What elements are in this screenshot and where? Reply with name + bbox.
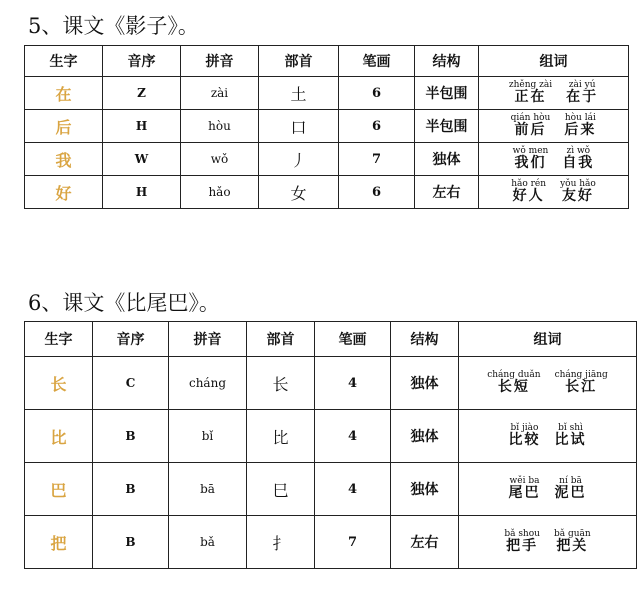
char-cell: 把 [25,516,93,569]
word-item [509,81,552,105]
word-pinyin: bǐ shì [558,422,583,433]
structure-cell: 独体 [415,143,479,176]
seq-cell: H [103,110,181,143]
seq-cell: Z [103,77,181,110]
word-item [555,477,587,501]
word-pinyin: bǎ shou [504,528,540,539]
strokes-cell: 7 [315,516,391,569]
strokes-cell: 6 [339,110,415,143]
seq-cell: C [93,357,169,410]
word-item [511,180,546,204]
header-words: 组词 [479,46,629,77]
word-item [511,114,551,138]
pinyin-cell: hòu [181,110,259,143]
word-characters: 正在 [514,89,547,106]
word-pinyin: hǎo rén [511,178,547,189]
word-item [555,371,608,395]
words-cell [459,357,637,410]
words-cell [479,143,629,176]
word-characters: 我们 [514,155,547,172]
word-pinyin: qián hòu [510,112,551,123]
word-pinyin: bǎ guān [553,528,591,539]
word-item [509,477,541,501]
header-radical: 部首 [259,46,339,77]
word-item [513,147,549,171]
strokes-cell: 7 [339,143,415,176]
pinyin-cell: cháng [169,357,247,410]
lesson6-table [24,321,637,569]
header-char: 生字 [25,322,93,357]
header-structure: 结构 [415,46,479,77]
strokes-cell: 4 [315,410,391,463]
word-pinyin: cháng duǎn [487,369,541,380]
word-item [554,530,591,554]
word-characters: 后来 [564,122,597,139]
header-pinyin: 拼音 [181,46,259,77]
structure-cell: 独体 [391,357,459,410]
word-characters: 自我 [562,155,595,172]
word-characters: 比试 [554,432,587,449]
seq-cell: B [93,516,169,569]
lesson6-title: 6、课文《比尾巴》。 [28,291,220,315]
word-characters: 好人 [512,188,545,205]
header-strokes: 笔画 [339,46,415,77]
table-row [25,77,629,110]
pinyin-cell: bǐ [169,410,247,463]
word-pinyin: bǐ jiào [510,422,539,433]
word-characters: 在于 [566,89,599,106]
word-item [509,424,541,448]
word-characters: 长短 [497,379,530,396]
lesson5-title: 5、课文《影子》。 [28,14,199,38]
word-item [566,81,598,105]
header-pinyin: 拼音 [169,322,247,357]
char-cell: 巴 [25,463,93,516]
char-cell: 在 [25,77,103,110]
word-characters: 泥巴 [554,485,587,502]
char-cell: 比 [25,410,93,463]
char-cell: 好 [25,176,103,209]
table-row [25,176,629,209]
lesson5-table [24,45,629,209]
radical-cell: 口 [259,110,339,143]
word-characters: 前后 [514,122,547,139]
word-pinyin: yǒu hǎo [560,178,596,189]
table-row [25,410,637,463]
radical-cell: 扌 [247,516,315,569]
words-cell [479,110,629,143]
word-pinyin: wěi ba [509,475,540,486]
pinyin-cell: zài [181,77,259,110]
word-characters: 比较 [508,432,541,449]
word-pinyin: ní bā [559,475,582,486]
word-pinyin: wǒ men [512,145,549,156]
header-char: 生字 [25,46,103,77]
table-row [25,143,629,176]
table-row [25,463,637,516]
header-strokes: 笔画 [315,322,391,357]
header-words: 组词 [459,322,637,357]
pinyin-cell: hǎo [181,176,259,209]
table-header-row [25,322,637,357]
seq-cell: B [93,463,169,516]
word-pinyin: zì wǒ [566,145,591,156]
word-characters: 把手 [506,538,539,555]
word-characters: 友好 [561,188,594,205]
radical-cell: 女 [259,176,339,209]
pinyin-cell: bǎ [169,516,247,569]
word-item [564,114,596,138]
word-characters: 把关 [556,538,589,555]
radical-cell: 巳 [247,463,315,516]
header-structure: 结构 [391,322,459,357]
structure-cell: 独体 [391,410,459,463]
radical-cell: 比 [247,410,315,463]
seq-cell: B [93,410,169,463]
char-cell: 我 [25,143,103,176]
seq-cell: W [103,143,181,176]
strokes-cell: 6 [339,176,415,209]
lesson5-rows [25,77,629,209]
structure-cell: 半包围 [415,110,479,143]
radical-cell: 丿 [259,143,339,176]
radical-cell: 土 [259,77,339,110]
structure-cell: 半包围 [415,77,479,110]
char-cell: 后 [25,110,103,143]
words-cell [479,77,629,110]
lesson6-rows [25,357,637,569]
word-item [560,180,596,204]
seq-cell: H [103,176,181,209]
table-row [25,357,637,410]
table-header-row [25,46,629,77]
pinyin-cell: wǒ [181,143,259,176]
word-item [555,424,587,448]
word-pinyin: zài yú [568,79,596,90]
header-radical: 部首 [247,322,315,357]
strokes-cell: 4 [315,357,391,410]
word-pinyin: cháng jiāng [554,369,608,380]
table-row [25,110,629,143]
word-item [487,371,540,395]
strokes-cell: 6 [339,77,415,110]
word-pinyin: hòu lái [564,112,596,123]
structure-cell: 左右 [391,516,459,569]
words-cell [479,176,629,209]
structure-cell: 左右 [415,176,479,209]
header-seq: 音序 [103,46,181,77]
word-item [562,147,594,171]
words-cell [459,516,637,569]
word-pinyin: zhěng zài [508,79,553,90]
radical-cell: 长 [247,357,315,410]
structure-cell: 独体 [391,463,459,516]
strokes-cell: 4 [315,463,391,516]
table-row [25,516,637,569]
char-cell: 长 [25,357,93,410]
word-characters: 尾巴 [508,485,541,502]
words-cell [459,463,637,516]
pinyin-cell: bā [169,463,247,516]
header-seq: 音序 [93,322,169,357]
word-characters: 长江 [565,379,598,396]
word-item [504,530,540,554]
words-cell [459,410,637,463]
